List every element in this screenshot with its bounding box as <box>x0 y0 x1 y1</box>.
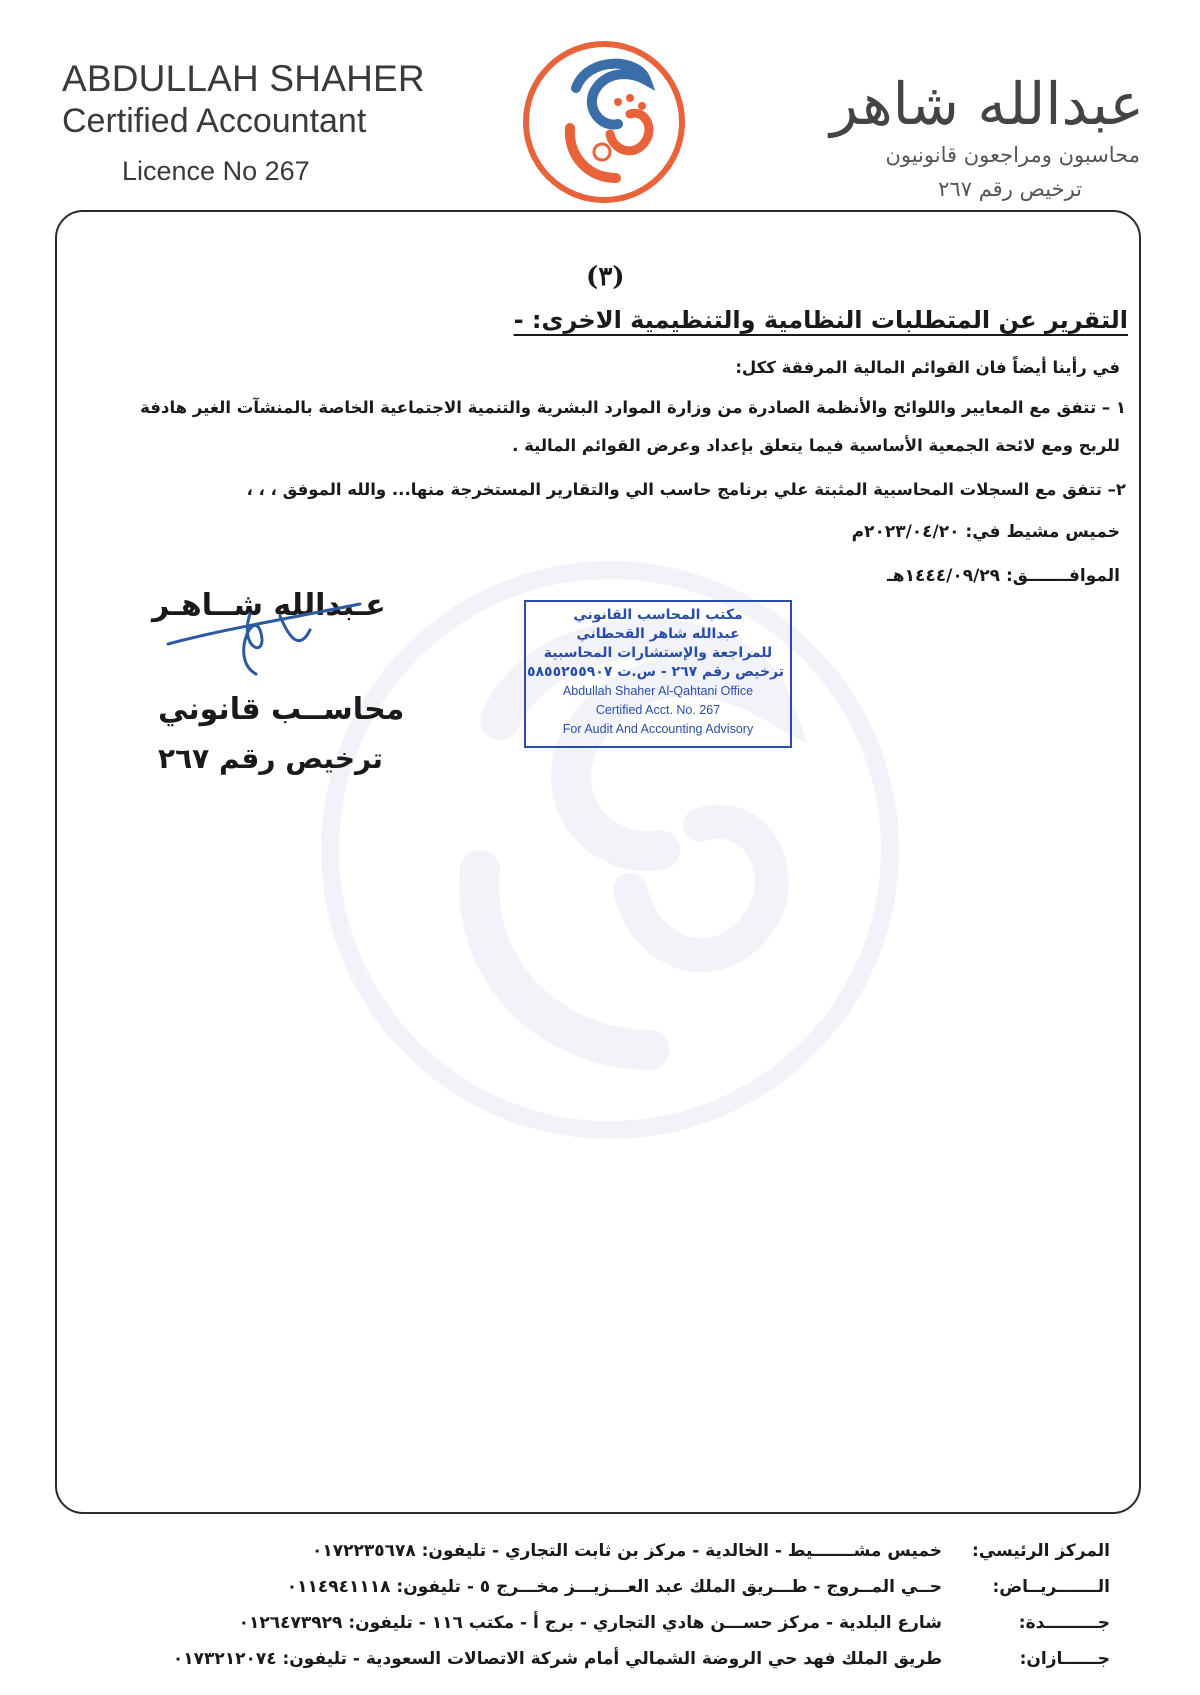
stamp-line-6: Certified Acct. No. 267 <box>595 703 721 717</box>
footer-branch-city: المركز الرئيسي: <box>972 1541 1110 1561</box>
handwritten-signature <box>160 590 370 680</box>
footer-branch-address: شارع البلدية - مركز حســـن هادي التجاري - برج أ - مكتب ١١٦ - تليفون: ٠١٢٦٤٧٣٩٢٩ <box>238 1613 942 1633</box>
stamp-line-4: ترخيص رقم ٢٦٧ - س.ت ٥٨٥٥٢٥٥٩٠٧ <box>526 664 784 680</box>
opinion-item-1-line-2: للربح ومع لائحة الجمعية الأساسية فيما يتعلق بإعداد وعرض القوائم المالية . <box>512 436 1120 455</box>
opinion-item-1-line-1: ١ – تتفق مع المعايير واللوائح والأنظمة الصادرة من وزارة الموارد البشرية والتنمية الاجتماعية الخاصة بالمنشآت الغير هادفة <box>140 398 1126 417</box>
licence-number-arabic: ترخيص رقم ٢٦٧ <box>938 177 1082 201</box>
company-subtitle-arabic: محاسبون ومراجعون قانونيون <box>885 143 1140 167</box>
footer-branch-city: جــــــازان: <box>1019 1649 1110 1669</box>
office-stamp <box>524 600 792 748</box>
licence-number-english: Licence No 267 <box>122 156 310 186</box>
section-heading: التقرير عن المتطلبات النظامية والتنظيمية الاخرى: - <box>513 306 1128 334</box>
footer-branch-row <box>70 1572 1110 1602</box>
company-name-arabic: عبدالله شاهر <box>830 70 1144 138</box>
signatory-name: عـبدالله شــاهـر <box>152 588 386 623</box>
company-logo <box>518 36 690 208</box>
footer-branch-city: الـــــــريــاض: <box>992 1577 1110 1597</box>
stamp-line-1: مكتب المحاسب القانوني <box>573 607 743 623</box>
signatory-title: محاســب قانوني <box>158 692 405 727</box>
stamp-line-3: للمراجعة والإستشارات المحاسبية <box>543 645 773 661</box>
opinion-item-2: ٢– تتفق مع السجلات المحاسبية المثبتة علي برنامج حاسب الي والتقارير المستخرجة منها... والله الموفق ، ، ، <box>246 480 1126 499</box>
signatory-licence: ترخيص رقم ٢٦٧ <box>158 742 383 775</box>
stamp-line-7: For Audit And Accounting Advisory <box>562 722 754 736</box>
stamp-line-5: Abdullah Shaher Al-Qahtani Office <box>562 684 754 698</box>
page-number: (٣) <box>586 262 625 292</box>
footer-branch-address: طريق الملك فهد حي الروضة الشمالي أمام شركة الاتصالات السعودية - تليفون: ٠١٧٣٢١٢٠٧٤ <box>172 1649 942 1669</box>
footer-branch-row <box>70 1644 1110 1674</box>
stamp-line-2: عبدالله شاهر القحطاني <box>576 626 740 642</box>
company-name-english: ABDULLAH SHAHER <box>62 58 425 99</box>
date-gregorian: خميس مشيط في: ٢٠٢٣/٠٤/٢٠م <box>851 522 1120 542</box>
footer-branch-city: جـــــــــدة: <box>1018 1613 1110 1633</box>
company-title-english: Certified Accountant <box>62 102 367 140</box>
opinion-intro: في رأينا أيضاً فان القوائم المالية المرفقة ككل: <box>735 358 1120 377</box>
footer-branch-row <box>70 1536 1110 1566</box>
footer-branch-address: حــي المــروج - طـــريق الملك عبد العـــزيـــز مخـــرج ٥ - تليفون: ٠١١٤٩٤١١١٨ <box>286 1577 942 1597</box>
footer-branch-address: خميس مشـــــــيط - الخالدية - مركز بن ثابت التجاري - تليفون: ٠١٧٢٢٣٥٦٧٨ <box>311 1541 942 1561</box>
footer-branch-row <box>70 1608 1110 1638</box>
date-hijri: الموافـــــــق: ١٤٤٤/٠٩/٢٩هـ <box>887 566 1120 586</box>
